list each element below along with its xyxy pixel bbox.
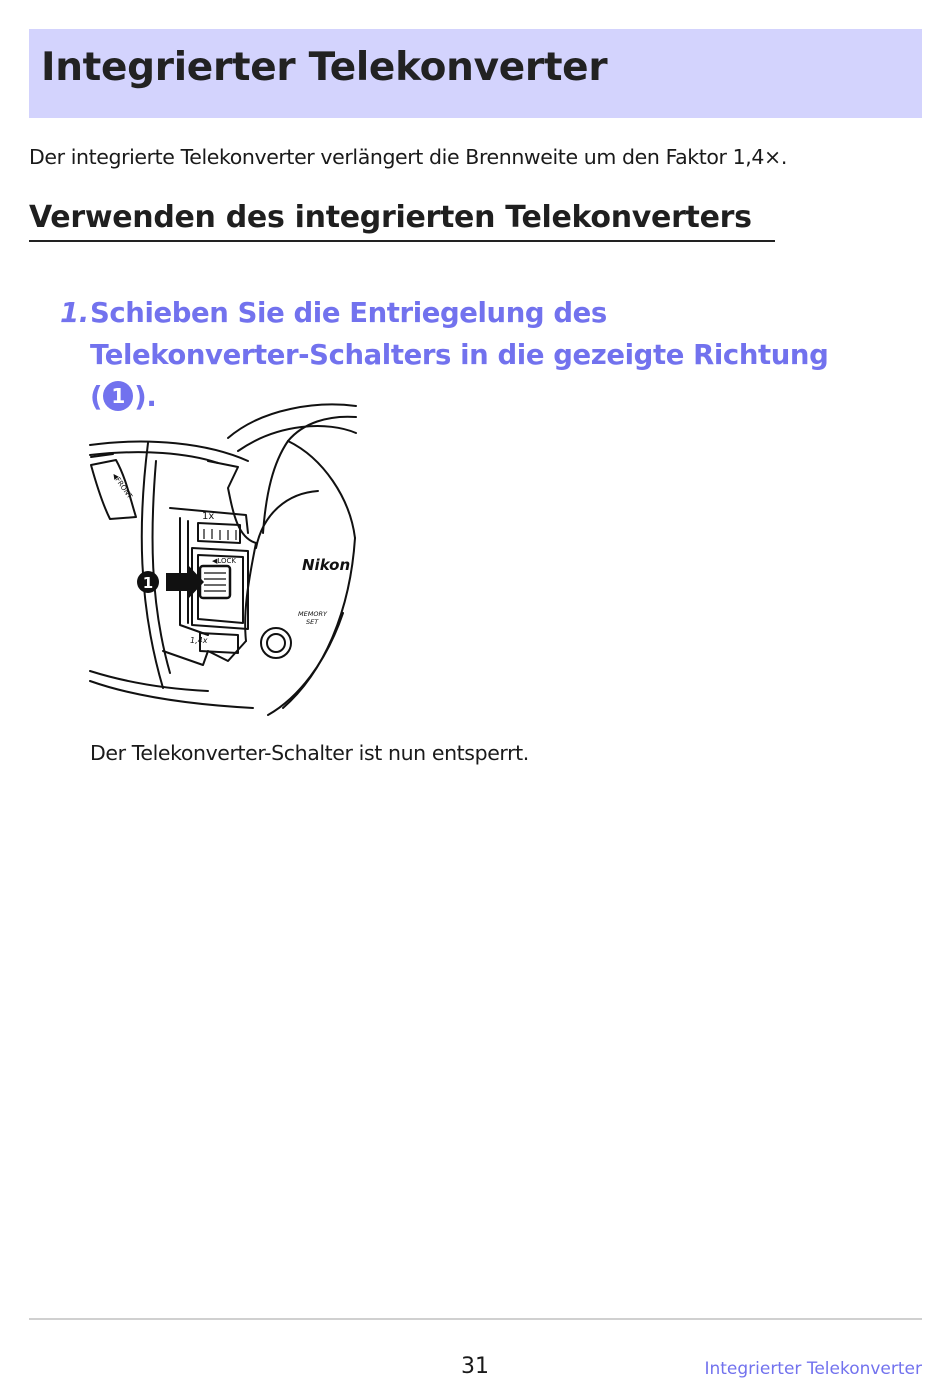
lens-illustration (88, 403, 358, 716)
lens-drawing (88, 403, 358, 716)
section-heading: Verwenden des integrierten Telekonverters (29, 200, 752, 235)
result-text: Der Telekonverter-Schalter ist nun entsperrt. (90, 741, 529, 765)
intro-paragraph: Der integrierte Telekonverter verlängert die Brennweite um den Faktor 1,4×. (29, 145, 787, 169)
brand-logo: Nikon (302, 556, 351, 574)
step-text-before: Schieben Sie die Entriegelung des Telekonverter-Schalters in die gezeigte Richtung ( (90, 297, 829, 413)
memory-label: MEMORY (298, 610, 327, 618)
lock-label: ◀LOCK (212, 557, 237, 565)
label-1x: 1x (202, 511, 215, 522)
callout-number: 1 (142, 574, 154, 592)
step-number: 1. (60, 297, 89, 329)
step-text-after: ). (134, 381, 157, 413)
section-heading-underline (29, 240, 775, 242)
footer-divider (29, 1318, 922, 1320)
label-1-4x: 1,4x (190, 636, 208, 645)
set-label: SET (306, 618, 319, 626)
front-label: ◀FRONT (110, 471, 134, 501)
title-bar (29, 29, 922, 118)
footer-section-link[interactable]: Integrierter Telekonverter (704, 1359, 922, 1379)
step-marker-badge: 1 (103, 381, 133, 411)
page-title: Integrierter Telekonverter (41, 45, 608, 90)
page-number: 31 (461, 1354, 489, 1379)
step-instruction (90, 292, 830, 418)
